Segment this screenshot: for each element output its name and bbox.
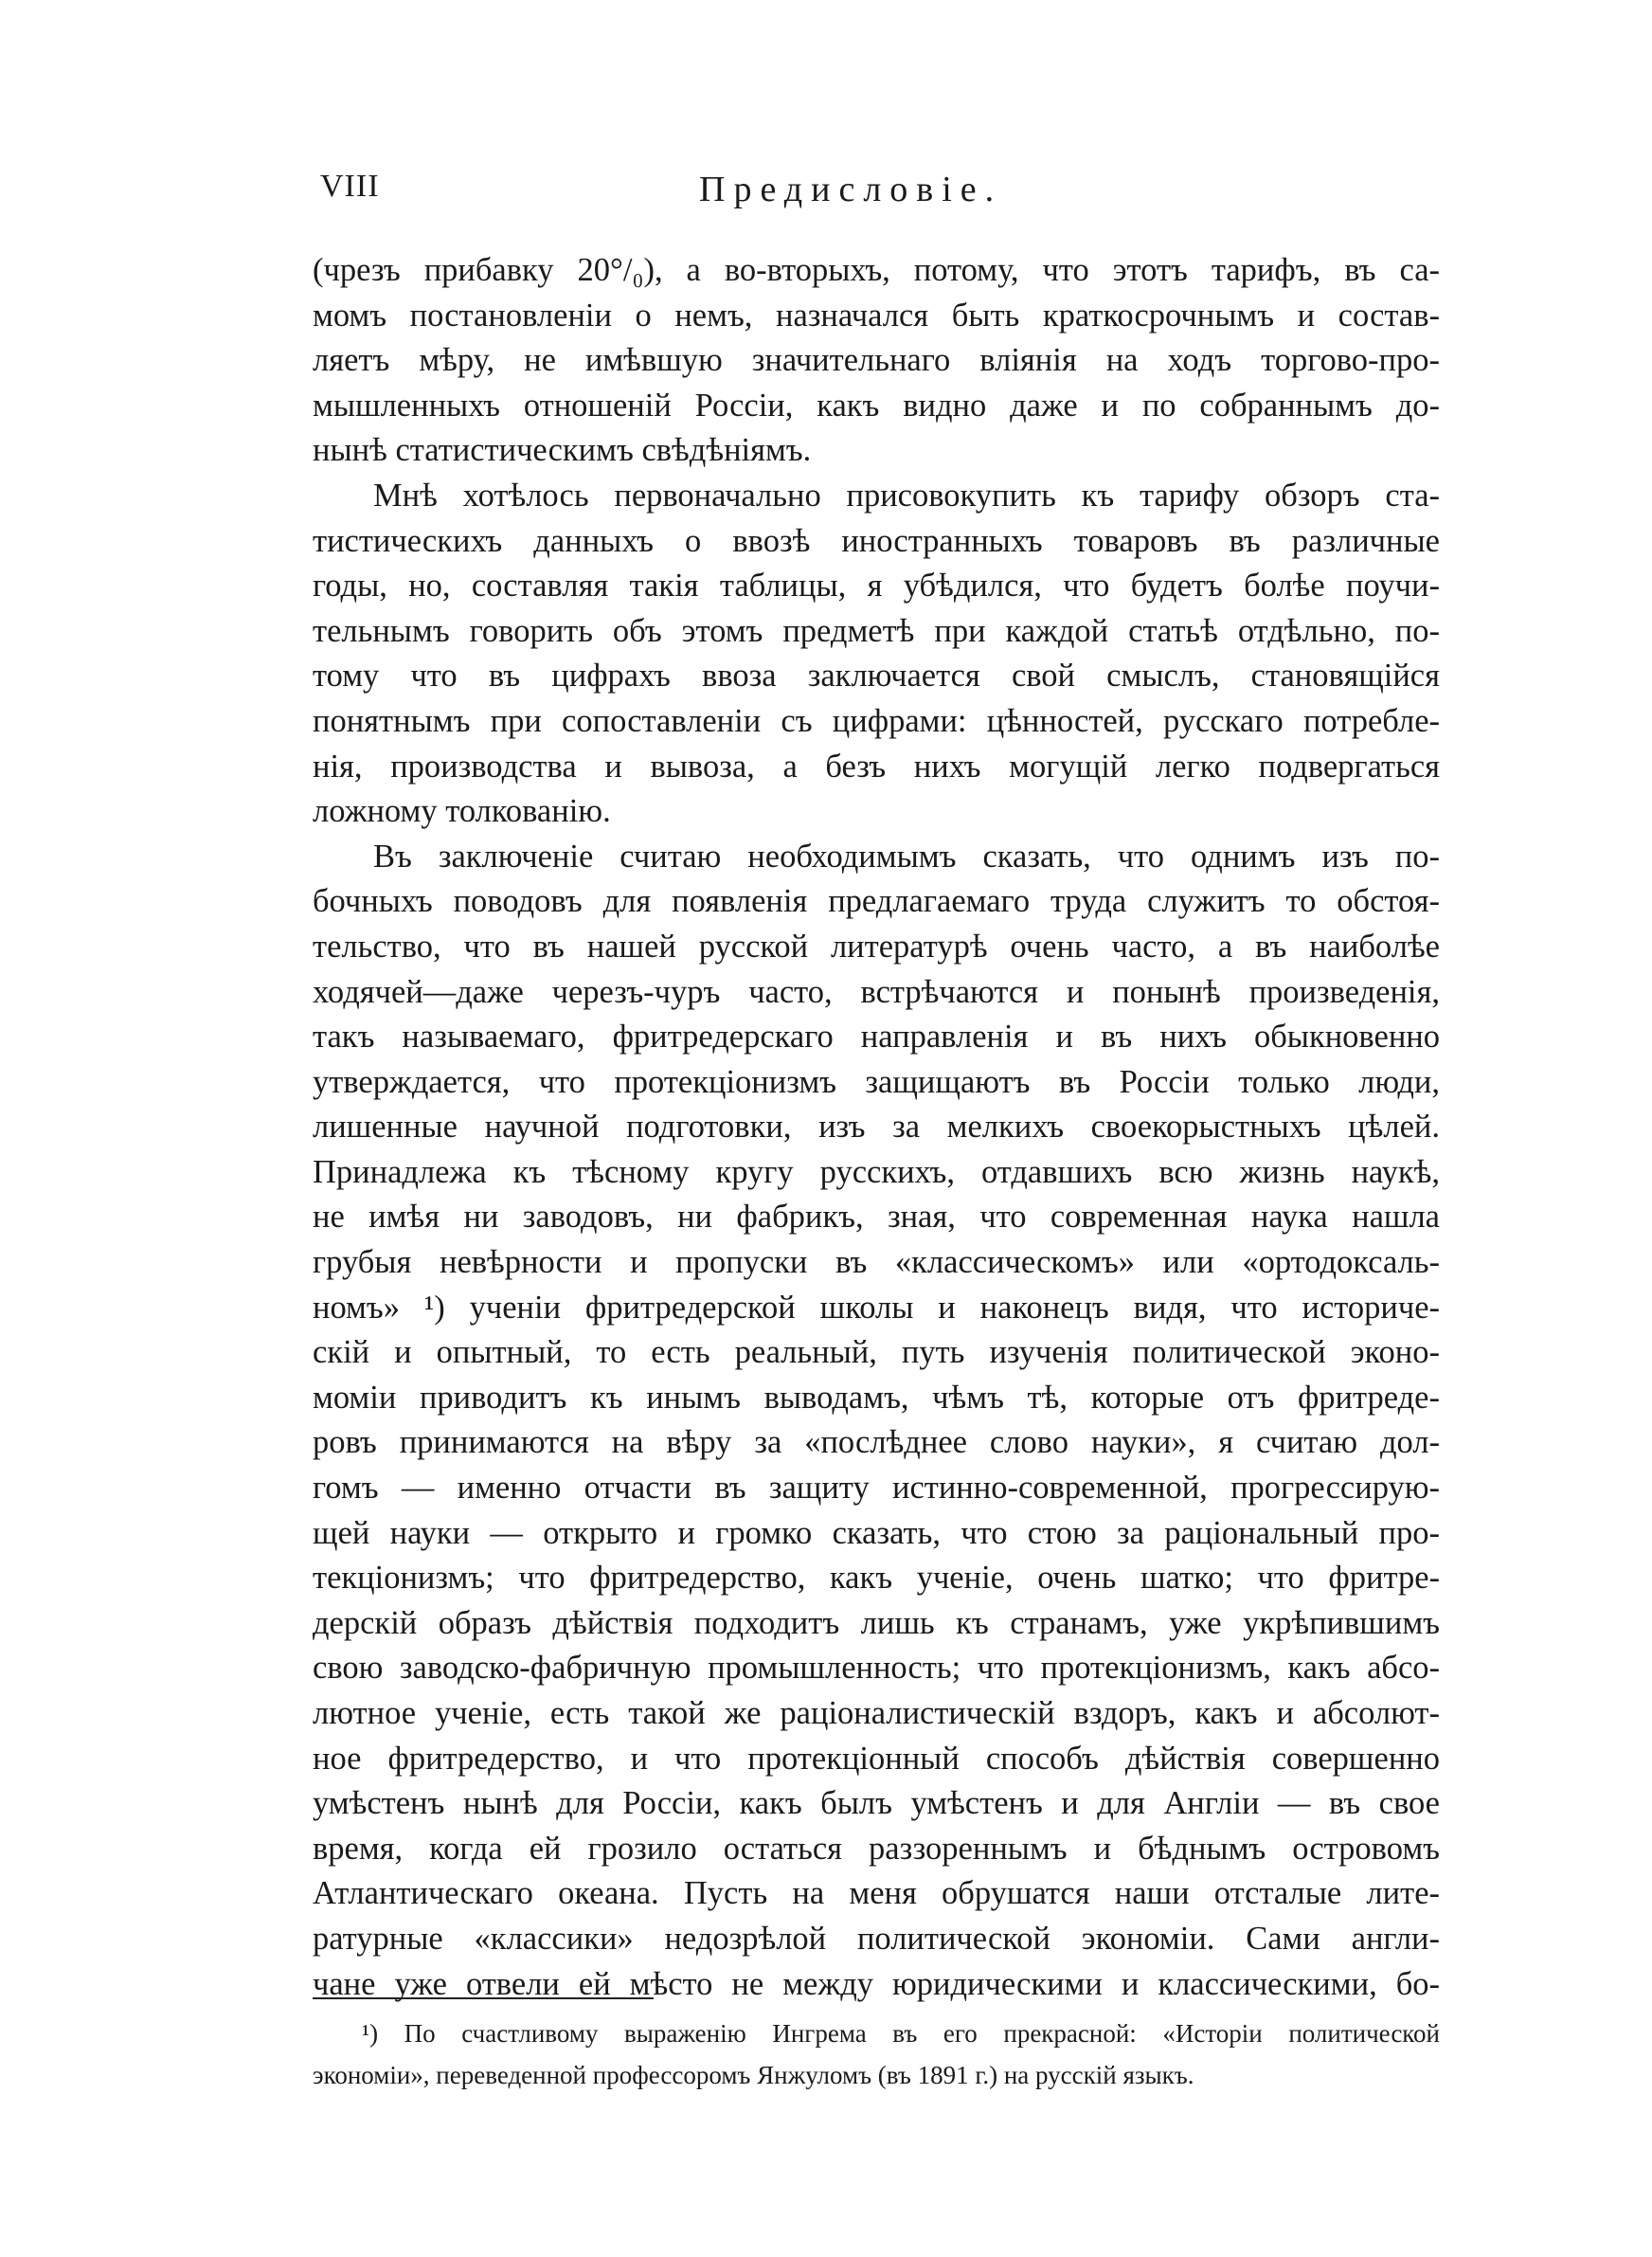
text-line: момъ постановленіи о немъ, назначался быть краткосрочнымъ и состав- <box>313 297 1440 334</box>
text-line: время, когда ей грозило остаться раззореннымъ и бѣднымъ островомъ <box>313 1830 1440 1867</box>
footnote-divider <box>313 1997 654 1999</box>
text-line: ровъ принимаются на вѣру за «послѣднее слово науки», я считаю дол- <box>313 1424 1440 1461</box>
footnotes <box>313 2013 1440 2096</box>
text-line: моміи приводитъ къ инымъ выводамъ, чѣмъ тѣ, которые отъ фритреде- <box>313 1379 1440 1416</box>
text-line: не имѣя ни заводовъ, ни фабрикъ, зная, что современная наука нашла <box>313 1199 1440 1236</box>
running-head <box>320 169 1438 216</box>
text-line: текціонизмъ; что фритредерство, какъ ученіе, очень шатко; что фритре- <box>313 1560 1440 1597</box>
text-line: ное фритредерство, и что протекціонный способъ дѣйствія совершенно <box>313 1740 1440 1777</box>
text-line: бочныхъ поводовъ для появленія предлагаемаго труда служитъ то обстоя- <box>313 883 1440 920</box>
text-line: понятнымъ при сопоставленіи съ цифрами: цѣнностей, русскаго потребле- <box>313 702 1440 739</box>
text-line: (чрезъ прибавку 20°/₀), а во-вторыхъ, потому, что этотъ тарифъ, въ са- <box>313 252 1440 288</box>
running-title: Предисловіе. <box>699 170 1003 209</box>
text-line: тельнымъ говорить объ этомъ предметѣ при каждой статьѣ отдѣльно, по- <box>313 612 1440 649</box>
text-line: чане уже отвели ей мѣсто не между юридическими и классическими, бо- <box>313 1965 1440 2002</box>
text-line: нынѣ статистическимъ свѣдѣніямъ. <box>313 432 812 469</box>
text-line: гомъ — именно отчасти въ защиту истинно-современной, прогрессирую- <box>313 1470 1440 1507</box>
text-line: дерскій образъ дѣйствія подходитъ лишь къ странамъ, уже укрѣпившимъ <box>313 1604 1440 1641</box>
text-line: грубыя невѣрности и пропуски въ «классическомъ» или «ортодоксаль- <box>313 1244 1440 1281</box>
text-line: номъ» ¹) ученіи фритредерской школы и наконецъ видя, что историче- <box>313 1289 1440 1326</box>
text-line: такъ называемаго, фритредерскаго направленія и въ нихъ обыкновенно <box>313 1019 1440 1056</box>
text-line: ратурные «классики» недозрѣлой политической экономіи. Сами англи- <box>313 1920 1440 1957</box>
page-number: VIII <box>320 169 380 204</box>
footnote-line: экономіи», переведенной профессоромъ Янжуломъ (въ 1891 г.) на русскій языкъ. <box>313 2061 1194 2089</box>
text-line: Атлантическаго океана. Пусть на меня обрушатся наши отсталые лите- <box>313 1875 1440 1912</box>
text-line: свою заводско-фабричную промышленность; что протекціонизмъ, какъ абсо- <box>313 1650 1440 1687</box>
text-line: щей науки — открыто и громко сказать, что стою за раціональный про- <box>313 1514 1440 1551</box>
text-line: Въ заключеніе считаю необходимымъ сказать, что однимъ изъ по- <box>373 838 1440 875</box>
text-line: лишенные научной подготовки, изъ за мелкихъ своекорыстныхъ цѣлей. <box>313 1109 1440 1146</box>
text-line: мышленныхъ отношеній Россіи, какъ видно даже и по собраннымъ до- <box>313 387 1440 424</box>
text-line: ходячей—даже черезъ-чуръ часто, встрѣчаются и понынѣ произведенія, <box>313 973 1440 1010</box>
text-line: Мнѣ хотѣлось первоначально присовокупить къ тарифу обзоръ ста- <box>373 477 1440 514</box>
text-line: умѣстенъ нынѣ для Россіи, какъ былъ умѣстенъ и для Англіи — въ свое <box>313 1785 1440 1822</box>
text-line: нія, производства и вывоза, а безъ нихъ могущій легко подвергаться <box>313 748 1440 785</box>
text-line: тистическихъ данныхъ о ввозѣ иностранныхъ товаровъ въ различные <box>313 522 1440 559</box>
text-line: утверждается, что протекціонизмъ защищаютъ въ Россіи только люди, <box>313 1063 1440 1100</box>
text-line: лютное ученіе, есть такой же раціоналистическій вздоръ, какъ и абсолют- <box>313 1695 1440 1731</box>
text-line: Принадлежа къ тѣсному кругу русскихъ, отдавшихъ всю жизнь наукѣ, <box>313 1153 1440 1190</box>
body-text <box>313 248 1440 2007</box>
text-line: ложному толкованію. <box>313 793 611 830</box>
text-line: тельство, что въ нашей русской литературѣ очень часто, а въ наиболѣе <box>313 928 1440 965</box>
footnote-line: ¹) По счастливому выраженію Ингрема въ его прекрасной: «Исторіи политической <box>362 2019 1440 2048</box>
text-line: тому что въ цифрахъ ввоза заключается свой смыслъ, становящійся <box>313 658 1440 695</box>
text-line: скій и опытный, то есть реальный, путь изученія политической эконо- <box>313 1334 1440 1371</box>
text-line: годы, но, составляя такія таблицы, я убѣдился, что будетъ болѣе поучи- <box>313 568 1440 605</box>
text-line: ляетъ мѣру, не имѣвшую значительнаго вліянія на ходъ торгово-про- <box>313 342 1440 379</box>
